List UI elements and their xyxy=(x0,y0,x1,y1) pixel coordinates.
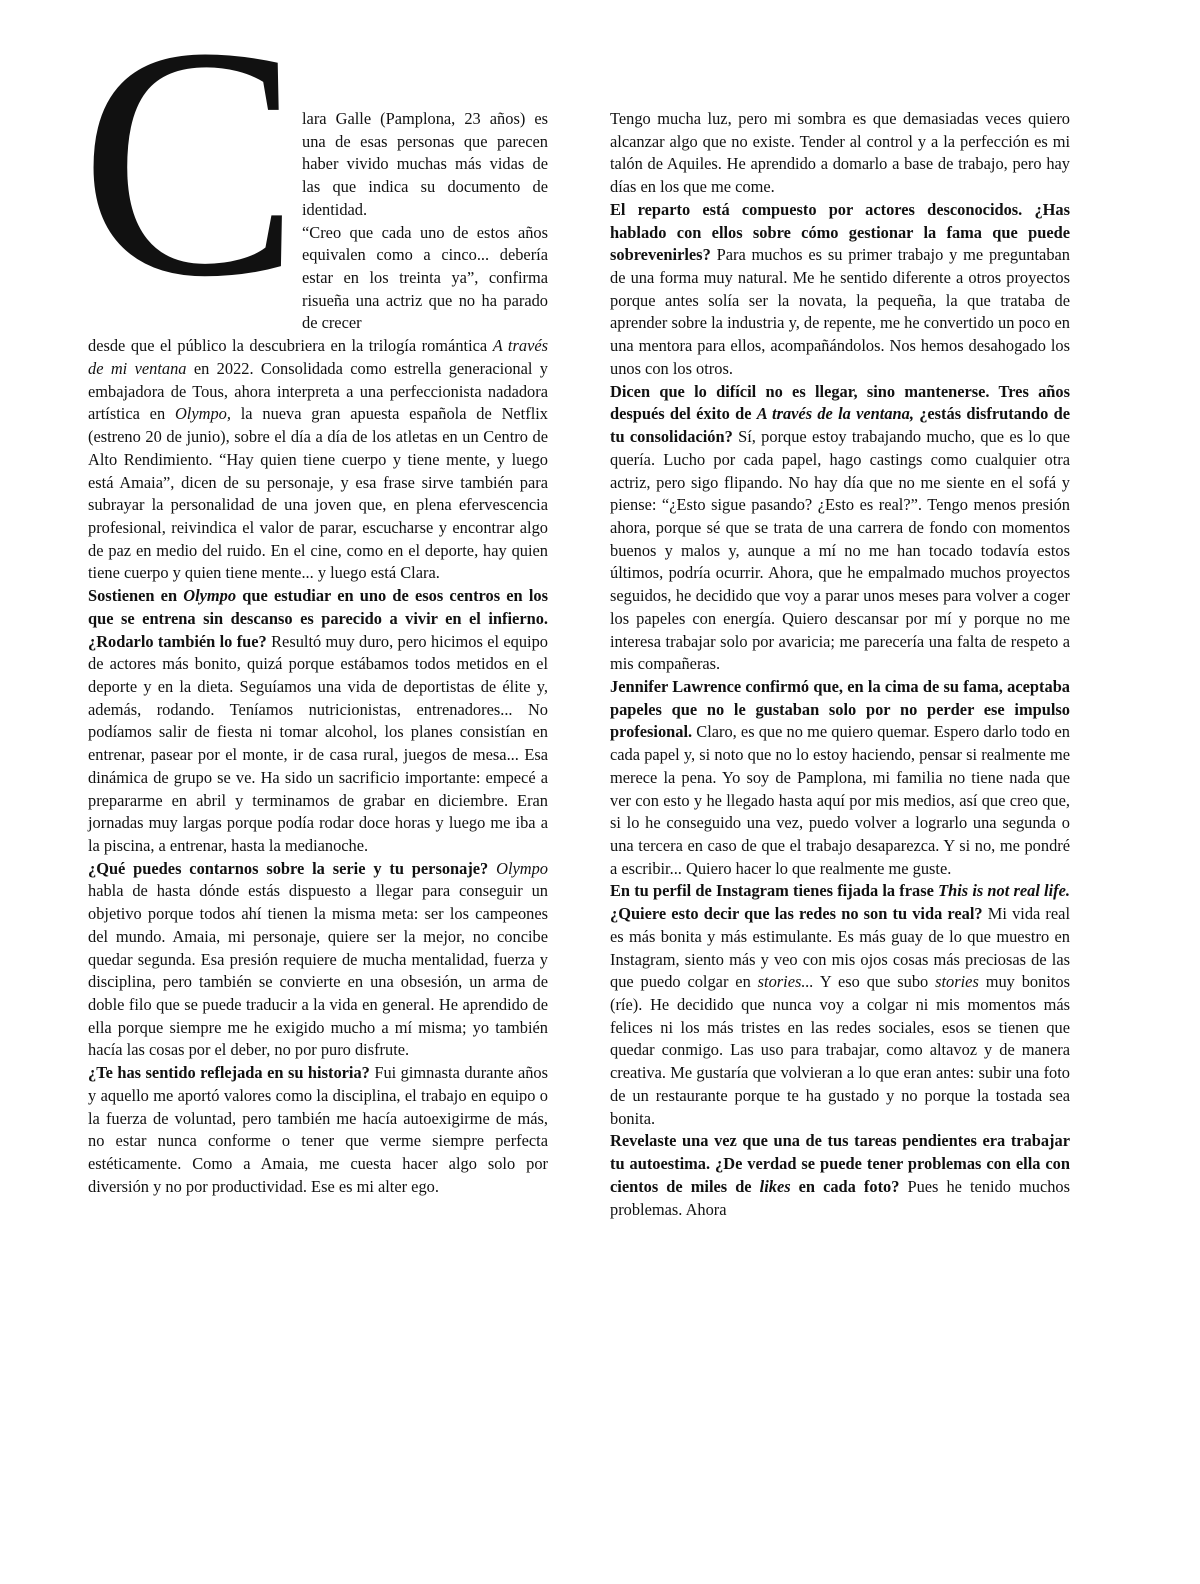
intro-text-b: en 2022. Consolidada como estrella generacional y embajadora de Tous, ahora interpreta a una perfeccionista nadadora artística en xyxy=(88,358,548,424)
answer-5: Sí, porque estoy trabajando mucho, que es lo que quería. Lucho por cada papel, hago castings como cualquier otra actriz, pero sigo flipando. No hay día que no me siente en el sofá y piense: “¿Esto sigue pasando? ¿Esto es real?”. Tengo menos presión ahora, porque sé que se trata de una carrera de fondo con momentos buenos y malos y, aunque a mí no me han tocado todavía estos últimos, podría ocurrir. Ahora, que he empalmado muchos proyectos seguidos, he decidido que voy a parar unos meses para volver a coger los papeles con energía. Quiero descansar por mí y porque no me interesa trabajar solo por avaricia; me parecería una falta de respeto a mis compañeras. xyxy=(610,427,1070,674)
answer-7-italic-a: stories... xyxy=(757,972,814,992)
answer-2-italic: Olympo xyxy=(488,858,549,878)
answer-4: Para muchos es su primer trabajo y me preguntaban de una forma muy natural. Me he sentido diferente a otros proyectos porque antes solía ser la novata, la pequeña, la que trataba de aprender sobre la industria y, de repente, me he convertido un poco en una mentora para ellos, acompañándolos. Nos hemos desahogado los unos con los otros. xyxy=(610,245,1070,378)
qa-block-2 xyxy=(88,858,548,1062)
answer-7-c: muy bonitos (ríe). He decidido que nunca voy a colgar ni mis momentos más felices ni los más tristes en las redes sociales, esos se tienen que quedar conmigo. Las uso para trabajar, como altavoz y de manera creativa. Me gustaría que volvieran a lo que eran antes: subir una foto de un restaurante porque te ha gustado y no porque la tostada sea bonita. xyxy=(610,972,1070,1128)
question-7-italic: This is not real life. xyxy=(938,881,1070,901)
question-5-post: ¿estás disfrutando de tu consolidación? xyxy=(610,404,1070,447)
drop-cap-letter: C xyxy=(80,0,294,345)
right-opening-paragraph: Tengo mucha luz, pero mi sombra es que demasiadas veces quiero alcanzar algo que no existe. Tender al control y a la perfección es mi talón de Aquiles. He aprendido a domarlo a base de trabajo, pero hay días en los que me come. xyxy=(610,109,1070,197)
qa-block-5 xyxy=(610,381,1070,676)
qa-block-1 xyxy=(88,585,548,858)
question-8-pre: Revelaste una vez que una de tus tareas pendientes era trabajar tu autoestima. ¿De verdad se puede tener problemas con ella con cientos de miles de xyxy=(610,1131,1070,1196)
answer-7-italic-b: stories xyxy=(935,972,979,992)
answer-2: habla de hasta dónde estás dispuesto a llegar para conseguir un objetivo porque todos ahí tienen la misma meta: ser los campeones del mundo. Amaia, mi personaje, quiere ser la mejor, no concibe quedar segunda. Esa presión requiere de mucha mentalidad, fuerza y disciplina, pero también se convierte en una obsesión, un arma de doble filo que se puede traducir a la vida en general. He aprendido de ella porque siempre me he exigido mucho a mí misma; yo también hacía las cosas por el deber, no por puro disfrute. xyxy=(88,881,548,1060)
qa-block-7 xyxy=(610,880,1070,1130)
intro-paragraph-3 xyxy=(88,335,548,585)
intro-text-a: desde que el público la descubriera en la trilogía romántica xyxy=(88,336,493,356)
intro-paragraph-2: “Creo que cada uno de estos años equivalen como a cinco... debería estar en los treinta ya”, confirma risueña una actriz que no ha parado de crecer xyxy=(302,222,548,333)
question-5-pre: Dicen que lo difícil no es llegar, sino mantenerse. Tres años después del éxito de xyxy=(610,381,1070,424)
question-1-post: que estudiar en uno de esos centros en los que se entrena sin descanso es parecido a vivir en el infierno. ¿Rodarlo también lo fue? xyxy=(88,586,548,651)
question-1-pre: Sostienen en xyxy=(88,586,184,606)
question-1-italic: Olympo xyxy=(183,586,237,606)
title-olympo: Olympo, xyxy=(174,404,231,424)
answer-7-b: Y eso que subo xyxy=(813,972,936,992)
question-6: Jennifer Lawrence confirmó que, en la cima de su fama, aceptaba papeles que no le gustaban solo por no perder ese impulso profesional. xyxy=(610,676,1070,742)
intro-text-c: la nueva gran apuesta española de Netflix (estreno 20 de junio), sobre el día a día de los atletas en un Centro de Alto Rendimiento. “Hay quien tiene cuerpo y tiene mente, y luego está Amaia”, dicen de su personaje, y esa frase sirve también para subrayar la personalidad de una joven que, en plena efervescencia profesional, reivindica el valor de parar, escucharse y encontrar algo de paz en medio del ruido. En el cine, como en el deporte, hay quien tiene cuerpo y quien tiene mente... y luego está Clara. xyxy=(88,404,548,583)
article-columns xyxy=(80,0,1070,1488)
title-ventana: A través de mi ventana xyxy=(88,336,548,378)
qa-block-8 xyxy=(610,1130,1070,1221)
question-7-pre: En tu perfil de Instagram tienes fijada la frase xyxy=(610,881,939,901)
qa-block-3 xyxy=(88,1062,548,1198)
question-7-post: ¿Quiere esto decir que las redes no son tu vida real? xyxy=(610,904,983,924)
question-5-italic: A través de la ventana, xyxy=(756,404,914,424)
dropcap-block xyxy=(80,0,548,345)
right-column xyxy=(610,108,1070,1488)
intro-paragraph-1: lara Galle (Pamplona, 23 años) es una de esas personas que parecen haber vivido muchas más vidas de las que indica su documento de identidad. xyxy=(302,109,548,219)
left-column xyxy=(80,0,549,1488)
answer-7-a: Mi vida real es más bonita y más estimulante. Es más guay de lo que muestro en Instagram, siento más y veo con mis ojos cosas más preciosas de las que puedo colgar en xyxy=(610,904,1070,992)
answer-6: Claro, es que no me quiero quemar. Espero darlo todo en cada papel y, si noto que no lo estoy haciendo, pensar si realmente me merece la pena. Yo soy de Pamplona, mi familia no tiene nada que ver con esto y he llegado hasta aquí por mis medios, así que creo que, si lo he conseguido una vez, puedo volver a lograrlo una segunda o una tercera en caso de que el trabajo desaparezca. Y si no, me pondré a escribir... Quiero hacer lo que realmente me guste. xyxy=(610,722,1070,878)
question-8-italic: likes xyxy=(759,1176,791,1196)
question-8-post: en cada foto? xyxy=(790,1176,900,1196)
answer-1: Resultó muy duro, pero hicimos el equipo de actores más bonito, quizá porque estábamos todos metidos en el deporte y en la dieta. Seguíamos una vida de deportistas de élite y, además, rodando. Teníamos nutricionistas, entrenadores... No podíamos salir de fiesta ni tomar alcohol, los planes consistían en entrenar, pasear por el monte, ir de casa rural, juegos de mesa... Esa dinámica de grupo se ve. Ha sido un sacrificio importante: empecé a prepararme en abril y terminamos de grabar en diciembre. Eran jornadas muy largas porque podía rodar doce horas y luego me iba a la piscina, a entrenar, hasta la medianoche. xyxy=(88,631,548,855)
answer-8: Pues he tenido muchos problemas. Ahora xyxy=(610,1176,1070,1219)
question-4: El reparto está compuesto por actores desconocidos. ¿Has hablado con ellos sobre cómo gestionar la fama que puede sobrevenirles? xyxy=(610,199,1070,265)
question-3: ¿Te has sentido reflejada en su historia? xyxy=(88,1063,370,1083)
question-2: ¿Qué puedes contarnos sobre la serie y tu personaje? xyxy=(88,858,489,878)
qa-block-6 xyxy=(610,676,1070,880)
answer-3: Fui gimnasta durante años y aquello me aportó valores como la disciplina, el trabajo en equipo o la fuerza de voluntad, pero también me hacía autoexigirme de más, no estar nunca conforme o tener que verme siempre perfecta estéticamente. Como a Amaia, me cuesta hacer algo solo por diversión y no por productividad. Ese es mi alter ego. xyxy=(88,1063,549,1196)
qa-block-4 xyxy=(610,199,1070,381)
